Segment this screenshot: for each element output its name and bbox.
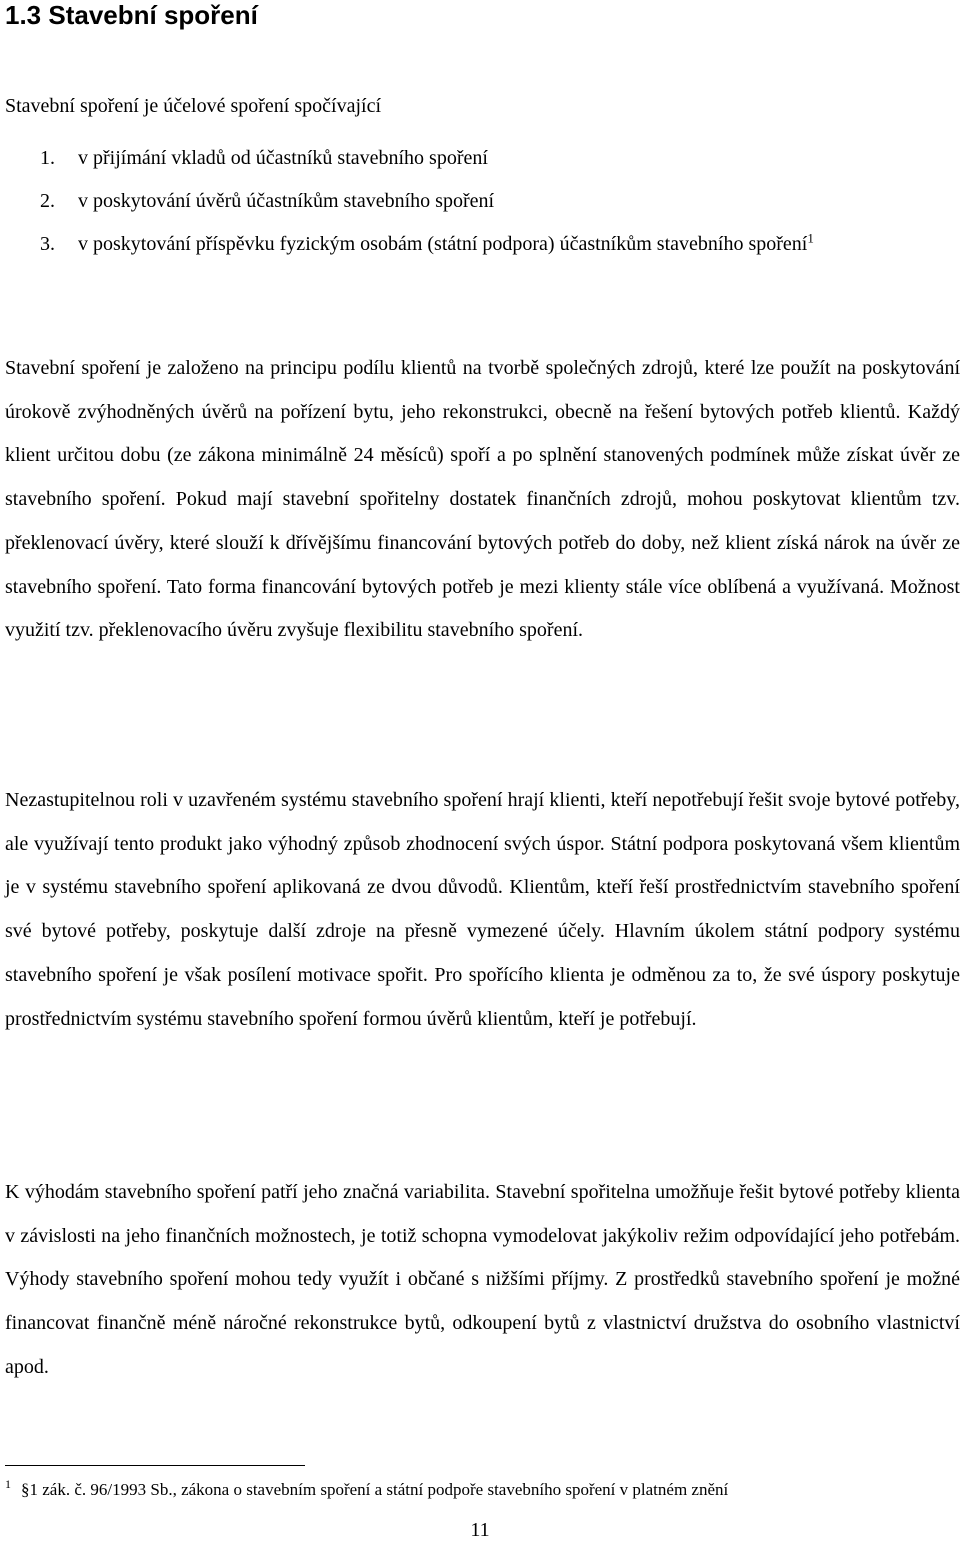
footnote [5, 1478, 728, 1502]
page-number: 11 [470, 1519, 490, 1541]
paragraph-clients-role: Nezastupitelnou roli v uzavřeném systému stavebního spoření hrají klienti, kteří nepotřebují řešit svoje bytové potřeby, ale využívají tento produkt jako výhodný způsob zhodnocení svých úspor. Státní podpora poskytovaná všem klientům je v systému stavebního spoření aplikovaná ze dvou důvodů. Klientům, kteří řeší prostřednictvím stavebního spoření své bytové potřeby, poskytuje další zdroje na přesně vymezené účely. Hlavním úkolem státní podpory systému stavebního spoření je však posílení motivace spořit. Pro spořícího klienta je odměnou za to, že své úspory poskytuje prostřednictvím systému stavebního spoření formou úvěrů klientům, kteří je potřebují. [5, 789, 960, 1030]
list-item-text: v přijímání vkladů od účastníků stavebního spoření [78, 147, 488, 169]
list-item-number: 2. [40, 190, 55, 212]
list-item-text: v poskytování příspěvku fyzickým osobám (státní podpora) účastníkům stavebního spoření [78, 233, 808, 255]
paragraph-advantages: K výhodám stavebního spoření patří jeho značná variabilita. Stavební spořitelna umožňuje řešit bytové potřeby klienta v závislosti na jeho finančních možnostech, je totiž schopna vymodelovat jakýkoliv režim odpovídající jeho potřebám. Výhody stavebního spoření mohou tedy využít i občané s nižšími příjmy. Z prostředků stavebního spoření je možné financovat finančně méně náročné rekonstrukce bytů, odkoupení bytů z vlastnictví družstva do osobního vlastnictví apod. [5, 1181, 960, 1378]
purpose-list [40, 137, 960, 266]
list-item-text: v poskytování úvěrů účastníkům stavebního spoření [78, 190, 495, 212]
footnote-mark: 1 [5, 1477, 11, 1492]
section-heading: 1.3 Stavební spoření [5, 0, 258, 30]
footnote-text: §1 zák. č. 96/1993 Sb., zákona o stavebním spoření a státní podpoře stavebního spoření v platném znění [21, 1480, 729, 1499]
list-item [40, 223, 960, 266]
footnote-separator [5, 1465, 305, 1466]
paragraph-principle: Stavební spoření je založeno na principu podílu klientů na tvorbě společných zdrojů, které lze použít na poskytování úrokově zvýhodněných úvěrů na pořízení bytu, jeho rekonstrukci, obecně na řešení bytových potřeb klientů. Každý klient určitou dobu (ze zákona minimálně 24 měsíců) spoří a po splnění stanovených podmínek může získat úvěr ze stavebního spoření. Pokud mají stavební spořitelny dostatek finančních zdrojů, mohou poskytovat klientům tzv. překlenovací úvěry, které slouží k dřívějšímu financování bytových potřeb do doby, než klient získá nárok na úvěr ze stavebního spoření. Tato forma financování bytových potřeb je mezi klienty stále více oblíbená a využívaná. Možnost využití tzv. překlenovacího úvěru zvyšuje flexibilitu stavebního spoření. [5, 357, 960, 642]
list-item [40, 180, 960, 223]
list-item [40, 137, 960, 180]
list-item-number: 1. [40, 147, 55, 169]
footnote-reference[interactable]: 1 [807, 230, 814, 246]
list-item-number: 3. [40, 233, 55, 255]
intro-text: Stavební spoření je účelové spoření spočívající [5, 95, 382, 117]
